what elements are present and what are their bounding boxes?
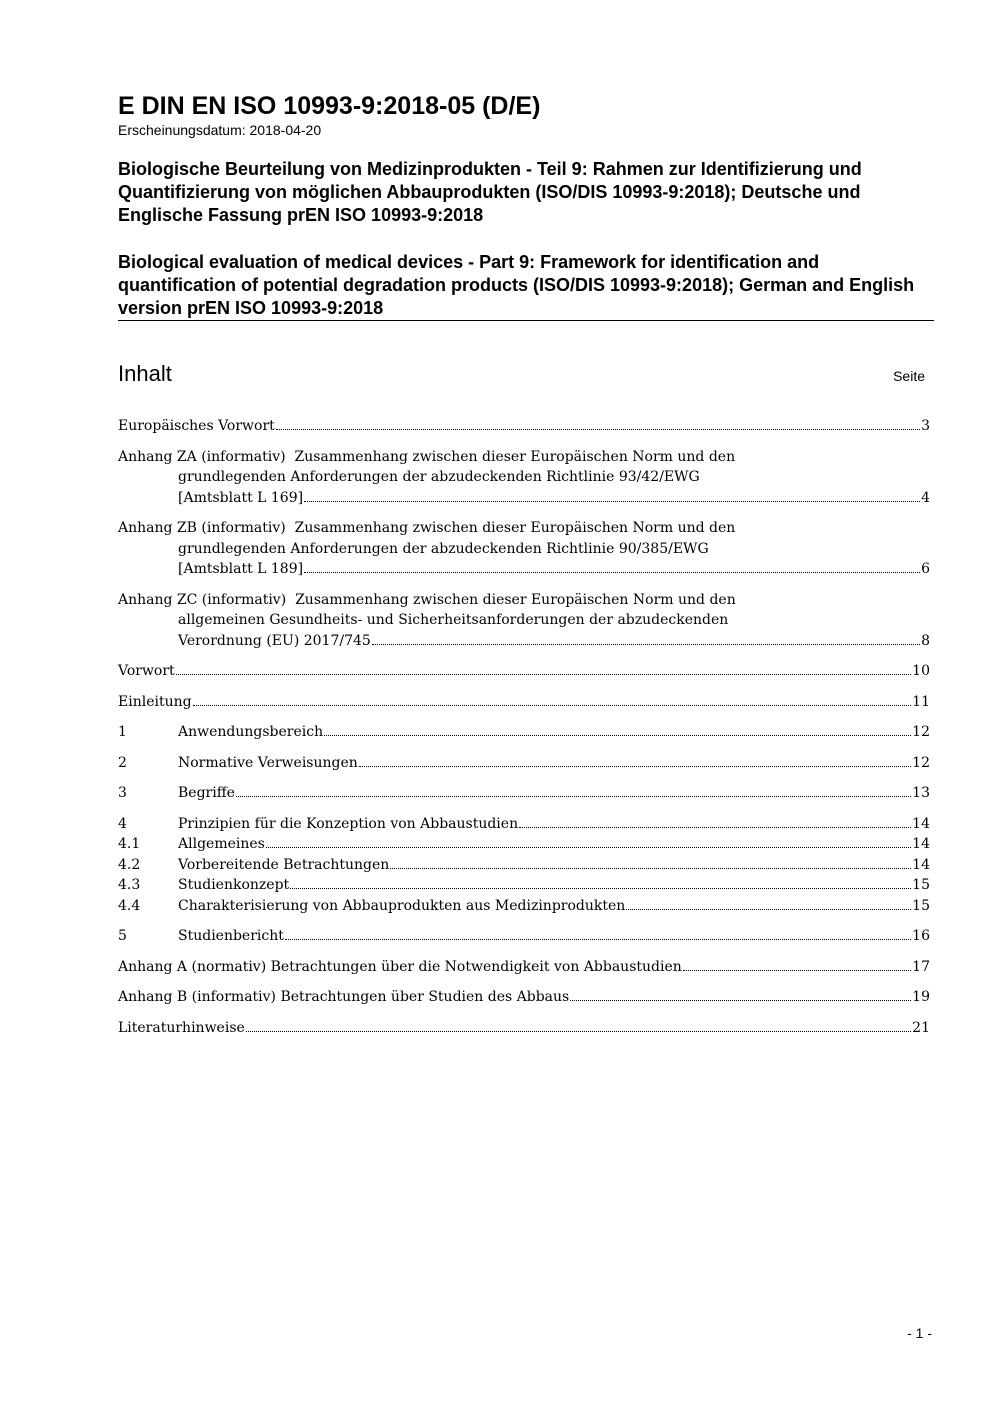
toc-entry-title: Literaturhinweise [118, 1019, 245, 1036]
toc-entry[interactable] [118, 855, 930, 876]
toc-entry[interactable] [118, 753, 930, 774]
toc-entry-continuation: [Amtsblatt L 169] [178, 489, 304, 506]
toc-entry-number: 4 [118, 815, 127, 832]
toc-entry-continuation: [Amtsblatt L 189] [178, 561, 304, 577]
dot-leader [266, 847, 911, 848]
toc-entry-title: Zusammenhang zwischen dieser Europäischen Norm und den [294, 448, 736, 465]
toc-entry-page: 4 [921, 489, 930, 506]
dot-leader [372, 644, 920, 645]
toc-entry-label: Anhang ZC (informativ) [118, 591, 287, 608]
dot-leader [324, 735, 911, 736]
toc-page-label: Seite [893, 368, 925, 384]
toc-entry-page: 21 [912, 1019, 930, 1036]
toc-entry[interactable] [118, 834, 930, 855]
dot-leader [193, 705, 912, 706]
title-english: Biological evaluation of medical devices - Part 9: Framework for identification and quantification of potential degradation products (ISO/DIS 10993-9:2018); German and English version prEN ISO 10993-9:2018 [118, 252, 915, 318]
dot-leader [304, 572, 920, 573]
dot-leader [570, 1000, 911, 1001]
title-german: Biologische Beurteilung von Medizinprodukten - Teil 9: Rahmen zur Identifizierung und Quantifizierung von möglichen Abbauprodukten (ISO/DIS 10993-9:2018); Deutsche und Englische Fassung prEN ISO 10993-9:2018 [118, 159, 862, 225]
toc-entry-page: 6 [921, 561, 930, 577]
toc-entry-title: Anhang A (normativ) Betrachtungen über die Notwendigkeit von Abbaustudien [118, 958, 682, 975]
toc-entry-number: 4.2 [118, 856, 141, 873]
dot-leader [236, 796, 911, 797]
toc-entry-title: Vorwort [118, 663, 175, 679]
toc-entry-page: 13 [912, 785, 930, 801]
dot-leader [285, 939, 911, 940]
toc-entry-number: 2 [118, 754, 127, 771]
toc-entry[interactable] [118, 783, 930, 804]
toc-entry-page: 3 [921, 418, 930, 434]
toc-entry-title: Studienkonzept [178, 877, 290, 893]
toc-entry-title: Anwendungsbereich [178, 724, 324, 740]
dot-leader [626, 909, 911, 910]
toc-entry-label: Anhang ZB (informativ) [118, 520, 286, 536]
toc-entry[interactable] [118, 722, 930, 743]
toc-entry-page: 15 [912, 877, 930, 893]
toc-entry-title: Zusammenhang zwischen dieser Europäischen Norm und den [294, 520, 736, 536]
toc-entry-title: Normative Verweisungen [178, 754, 358, 771]
toc-entry-page: 17 [912, 958, 930, 975]
toc-entry[interactable] [118, 692, 930, 713]
dot-leader [304, 501, 920, 502]
toc-entry-continuation: Verordnung (EU) 2017/745 [178, 632, 371, 649]
toc-entry-page: 14 [912, 836, 930, 852]
toc-entry[interactable] [118, 926, 930, 947]
toc-entry-page: 16 [912, 928, 930, 944]
dot-leader [390, 868, 911, 869]
toc-entry[interactable] [118, 1018, 930, 1039]
document-title: E DIN EN ISO 10993-9:2018-05 (D/E) [118, 92, 541, 120]
toc-entry-continuation: allgemeinen Gesundheits- und Sicherheitsanforderungen der abzudeckenden [178, 612, 729, 628]
dot-leader [359, 766, 911, 767]
toc-entry[interactable] [118, 987, 930, 1008]
toc-entry-page: 14 [912, 856, 930, 873]
dot-leader [290, 888, 911, 889]
toc-entry-page: 12 [912, 724, 930, 740]
toc-entry[interactable] [118, 957, 930, 978]
toc-entry-continuation: grundlegenden Anforderungen der abzudeckenden Richtlinie 90/385/EWG [178, 540, 709, 557]
toc-entry-page: 11 [912, 693, 930, 710]
dot-leader [176, 674, 911, 675]
toc-entry-title: Europäisches Vorwort [118, 418, 275, 434]
toc-entry-number: 4.3 [118, 877, 141, 893]
toc-entry-number: 3 [118, 785, 127, 801]
toc-entry[interactable] [118, 896, 930, 917]
toc-entry[interactable] [118, 518, 930, 580]
toc-entry[interactable] [118, 814, 930, 835]
dot-leader [276, 429, 920, 430]
dot-leader [519, 827, 911, 828]
toc-entry[interactable] [118, 447, 930, 509]
toc-entry-page: 10 [912, 663, 930, 679]
toc-entry[interactable] [118, 590, 930, 652]
table-of-contents [118, 416, 930, 1038]
title-divider [118, 320, 934, 321]
toc-entry-page: 12 [912, 754, 930, 771]
toc-entry-title: Charakterisierung von Abbauprodukten aus Medizinprodukten [178, 897, 626, 914]
toc-entry-page: 14 [912, 815, 930, 832]
toc-entry-page: 19 [912, 989, 930, 1005]
dot-leader [683, 970, 911, 971]
toc-entry[interactable] [118, 661, 930, 682]
page-number: - 1 - [907, 1325, 932, 1341]
toc-entry[interactable] [118, 875, 930, 896]
toc-entry-number: 4.4 [118, 897, 141, 914]
toc-entry[interactable] [118, 416, 930, 437]
toc-entry-label: Anhang ZA (informativ) [118, 448, 286, 465]
toc-entry-title: Allgemeines [178, 836, 265, 852]
toc-entry-title: Einleitung [118, 693, 192, 710]
toc-entry-page: 15 [912, 897, 930, 914]
toc-entry-page: 8 [921, 632, 930, 649]
toc-entry-title: Anhang B (informativ) Betrachtungen über Studien des Abbaus [118, 989, 570, 1005]
toc-entry-number: 4.1 [118, 836, 141, 852]
toc-entry-number: 1 [118, 724, 127, 740]
toc-entry-title: Begriffe [178, 785, 235, 801]
toc-entry-title: Studienbericht [178, 928, 284, 944]
toc-entry-continuation: grundlegenden Anforderungen der abzudeckenden Richtlinie 93/42/EWG [178, 469, 700, 485]
toc-entry-number: 5 [118, 928, 127, 944]
dot-leader [246, 1031, 911, 1032]
toc-entry-title: Zusammenhang zwischen dieser Europäischen Norm und den [295, 591, 736, 608]
toc-entry-title: Vorbereitende Betrachtungen [178, 856, 390, 873]
toc-entry-title: Prinzipien für die Konzeption von Abbaustudien [178, 815, 519, 832]
toc-heading: Inhalt [118, 361, 172, 386]
publication-date: Erscheinungsdatum: 2018-04-20 [118, 122, 322, 138]
